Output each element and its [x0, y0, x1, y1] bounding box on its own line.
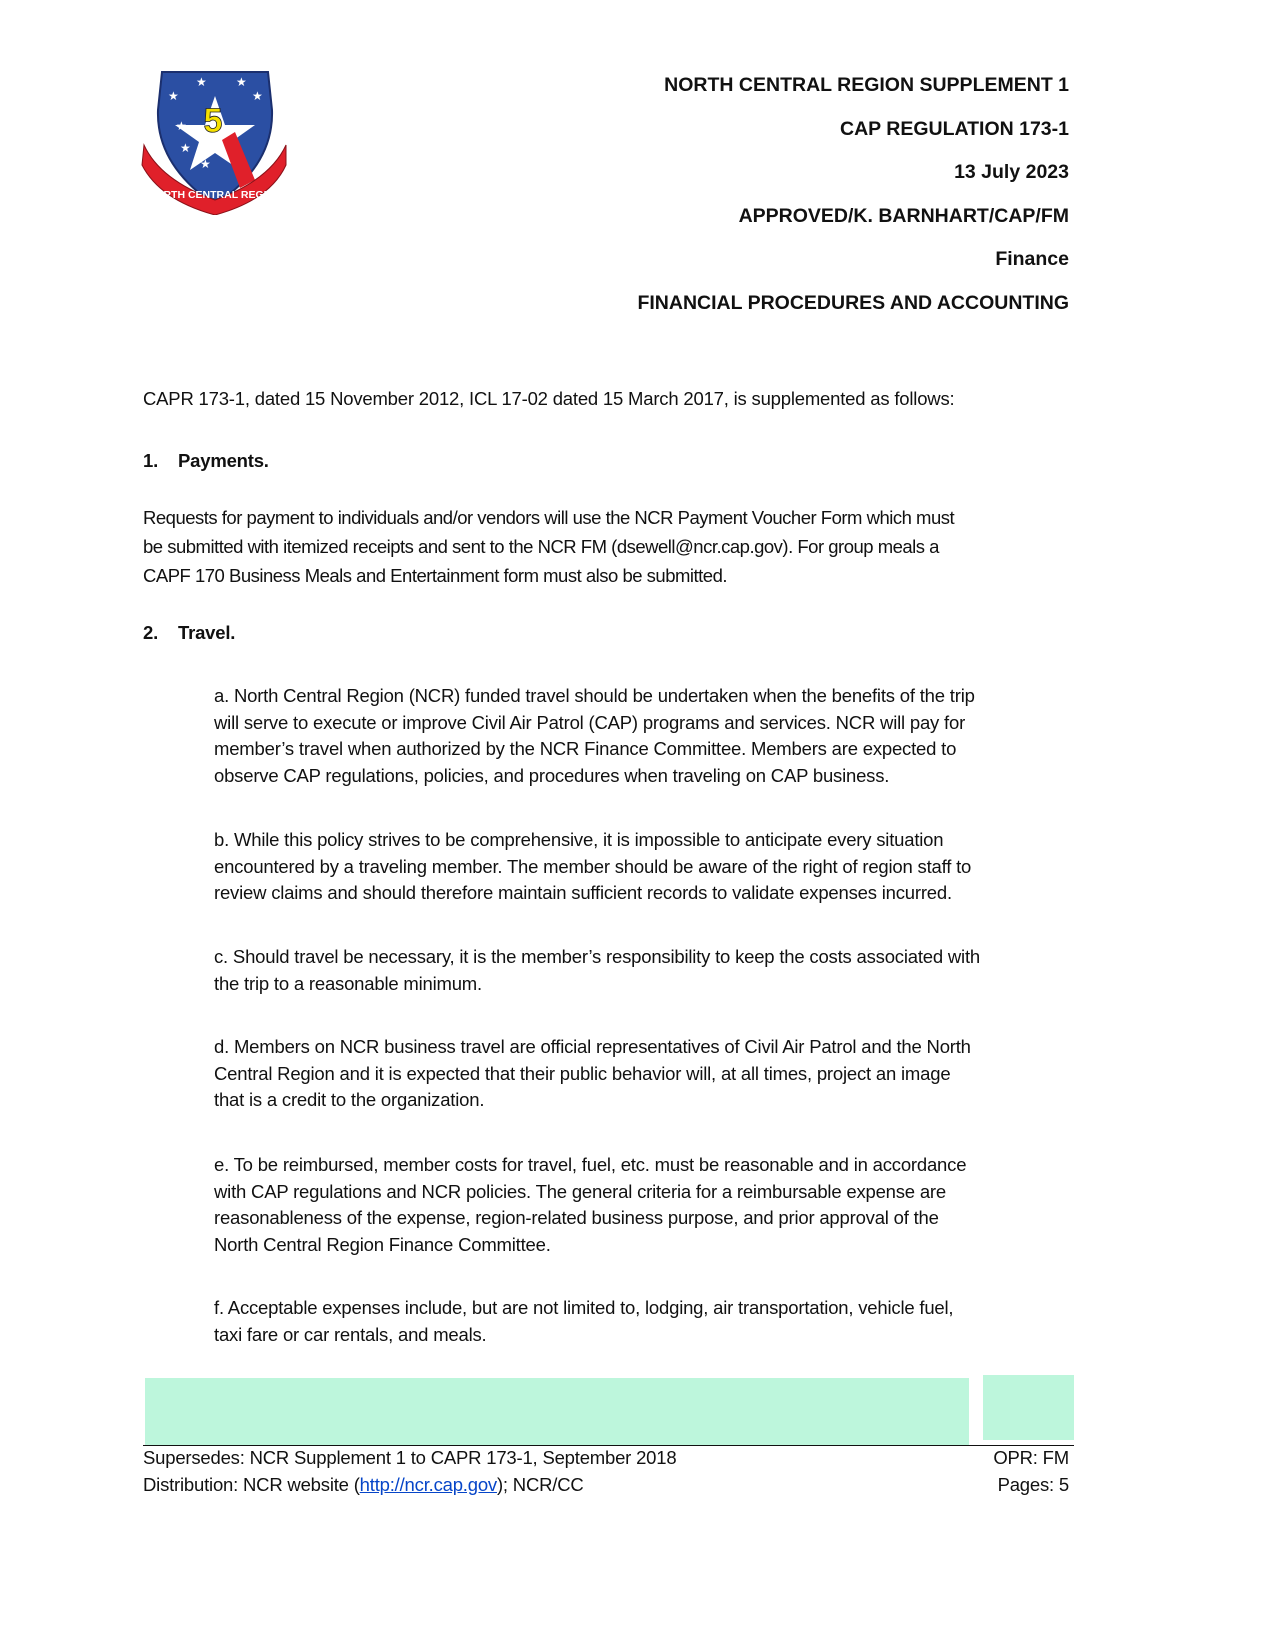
text-line: f. Acceptable expenses include, but are not limited to, lodging, air transportation, vehicle fuel, [214, 1297, 954, 1318]
text-line: review claims and should therefore maintain sufficient records to validate expenses incurred. [214, 882, 952, 903]
intro-text: CAPR 173-1, dated 15 November 2012, ICL 17-02 dated 15 March 2017, is supplemented as follows: [143, 388, 955, 409]
text-line: taxi fare or car rentals, and meals. [214, 1323, 487, 1345]
document-date: 13 July 2023 [954, 161, 1069, 183]
svg-text:★: ★ [176, 119, 187, 133]
svg-text:★: ★ [168, 89, 179, 103]
supersedes-text: Supersedes: NCR Supplement 1 to CAPR 173-1, September 2018 [143, 1447, 677, 1468]
text-line: CAPF 170 Business Meals and Entertainment form must also be submitted. [143, 565, 728, 586]
supplement-title: NORTH CENTRAL REGION SUPPLEMENT 1 [664, 74, 1069, 96]
text-line: a. North Central Region (NCR) funded travel should be undertaken when the benefits of the trip [214, 685, 975, 706]
logo-text: NORTH CENTRAL REGION [147, 189, 283, 201]
text-line: reasonableness of the expense, region-related business purpose, and prior approval of the [214, 1207, 939, 1228]
text-line: Requests for payment to individuals and/or vendors will use the NCR Payment Voucher Form which must [143, 507, 955, 528]
text-line: observe CAP regulations, policies, and procedures when traveling on CAP business. [214, 764, 890, 786]
section-1-number: 1. [143, 450, 159, 471]
text-line: with CAP regulations and NCR policies. The general criteria for a reimbursable expense are [214, 1180, 946, 1202]
text-line: c. Should travel be necessary, it is the member’s responsibility to keep the costs associated with [214, 946, 980, 967]
svg-text:★: ★ [180, 141, 191, 155]
text-line: that is a credit to the organization. [214, 1089, 485, 1110]
distribution-prefix: Distribution: NCR website ( [143, 1474, 360, 1495]
document-subject: FINANCIAL PROCEDURES AND ACCOUNTING [637, 292, 1069, 314]
text-line: member’s travel when authorized by the NCR Finance Committee. Members are expected to [214, 738, 957, 759]
svg-text:★: ★ [196, 75, 207, 89]
footer-highlight [145, 1378, 969, 1445]
svg-text:★: ★ [236, 75, 247, 89]
text-line: e. To be reimbursed, member costs for travel, fuel, etc. must be reasonable and in accordance [214, 1154, 967, 1175]
text-line: be submitted with itemized receipts and sent to the NCR FM (dsewell@ncr.cap.gov). For group meals a [143, 536, 939, 557]
ncr-logo [140, 70, 288, 215]
opr-text: OPR: FM [993, 1447, 1069, 1468]
distribution-suffix: ); NCR/CC [496, 1474, 584, 1495]
text-line: the trip to a reasonable minimum. [214, 972, 482, 994]
text-line: will serve to execute or improve Civil Air Patrol (CAP) programs and services. NCR will pay for [214, 711, 966, 733]
category: Finance [995, 248, 1069, 270]
section-2-number: 2. [143, 622, 159, 643]
footer-divider [143, 1445, 1074, 1446]
section-2-title: Travel. [178, 622, 236, 643]
distribution-text [143, 1474, 584, 1496]
section-1-title: Payments. [178, 450, 269, 471]
footer-highlight-right [983, 1375, 1074, 1440]
ncr-website-link[interactable]: http://ncr.cap.gov [359, 1474, 497, 1495]
svg-text:5: 5 [203, 102, 223, 140]
text-line: North Central Region Finance Committee. [214, 1233, 551, 1255]
text-line: Central Region and it is expected that their public behavior will, at all times, project an image [214, 1062, 951, 1084]
svg-text:★: ★ [200, 157, 211, 171]
text-line: d. Members on NCR business travel are official representatives of Civil Air Patrol and the North [214, 1036, 971, 1057]
page-count: Pages: 5 [997, 1474, 1069, 1495]
approval-line: APPROVED/K. BARNHART/CAP/FM [738, 205, 1069, 227]
regulation-number: CAP REGULATION 173-1 [840, 118, 1069, 140]
text-line: encountered by a traveling member. The member should be aware of the right of region staff to [214, 855, 972, 877]
svg-text:★: ★ [252, 89, 263, 103]
text-line: b. While this policy strives to be comprehensive, it is impossible to anticipate every situation [214, 829, 944, 850]
